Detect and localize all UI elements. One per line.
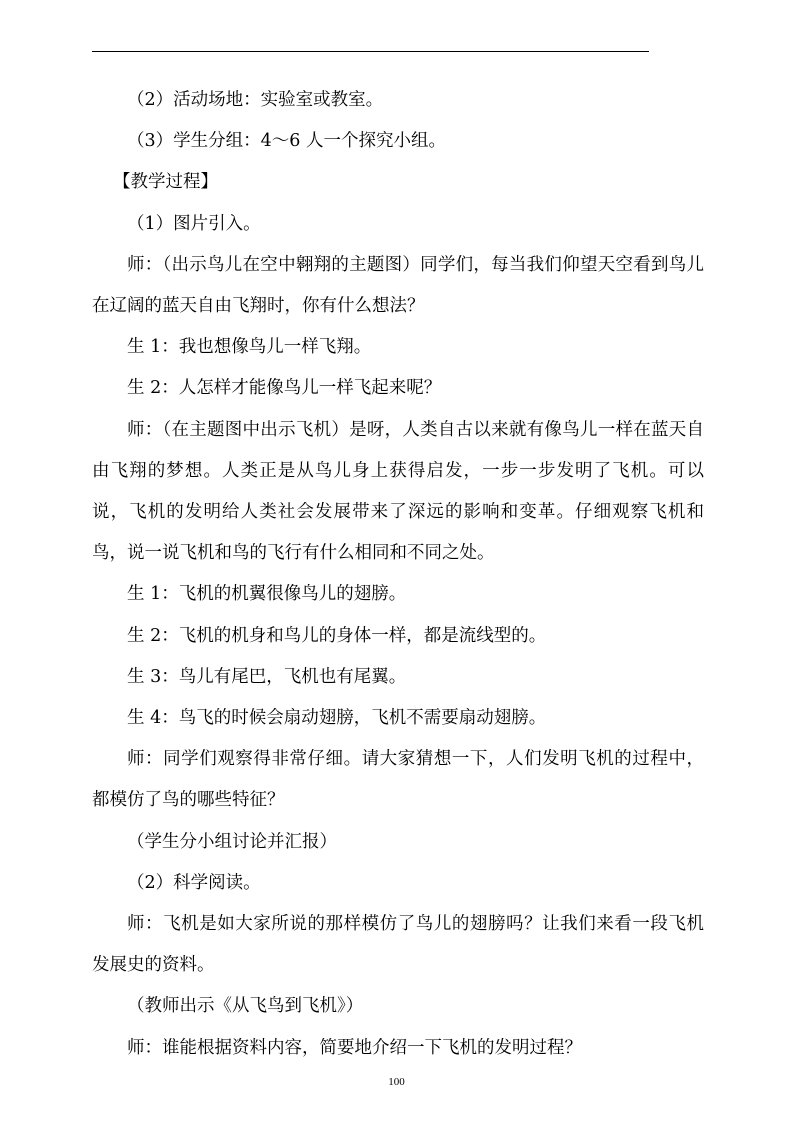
- paragraph: 师：（在主题图中出示飞机）是呀，人类自古以来就有像鸟儿一样在蓝天自由飞翔的梦想。人类正是从鸟儿身上获得启发，一步一步发明了飞机。可以说，飞机的发明给人类社会发展带来了深远的影响和变革。仔细观察飞机和鸟，说一说飞机和鸟的飞行有什么相同和不同之处。: [92, 419, 704, 564]
- paragraph: 生 2：人怎样才能像鸟儿一样飞起来呢？: [127, 378, 442, 399]
- paragraph: 师：谁能根据资料内容，简要地介绍一下飞机的发明过程？: [127, 1037, 582, 1058]
- paragraph: 生 1：飞机的机翼很像鸟儿的翅膀。: [127, 584, 407, 605]
- paragraph: （3）学生分组：4～6 人一个探究小组。: [127, 131, 446, 152]
- paragraph: （2）科学阅读。: [127, 872, 261, 893]
- paragraph: 生 3：鸟儿有尾巴，飞机也有尾翼。: [127, 666, 407, 687]
- paragraph: 生 2：飞机的机身和鸟儿的身体一样，都是流线型的。: [127, 625, 547, 646]
- paragraph: 师：飞机是如大家所说的那样模仿了鸟儿的翅膀吗？让我们来看一段飞机发展史的资料。: [92, 914, 704, 976]
- paragraph: 生 4：鸟飞的时候会扇动翅膀，飞机不需要扇动翅膀。: [127, 708, 547, 729]
- section-heading: 【教学过程】: [113, 172, 218, 193]
- header-rule: [92, 51, 649, 52]
- paragraph: （学生分小组讨论并汇报）: [127, 831, 337, 852]
- paragraph: 师：同学们观察得非常仔细。请大家猜想一下，人们发明飞机的过程中，都模仿了鸟的哪些特征？: [92, 749, 704, 811]
- paragraph: （2）活动场地：实验室或教室。: [127, 90, 384, 110]
- paragraph: （1）图片引入。: [127, 213, 261, 234]
- page-number: 100: [388, 1076, 405, 1088]
- paragraph: 师：（出示鸟儿在空中翱翔的主题图）同学们，每当我们仰望天空看到鸟儿在辽阔的蓝天自由飞翔时，你有什么想法？: [92, 254, 704, 317]
- paragraph: （教师出示《从飞鸟到飞机》）: [127, 996, 364, 1017]
- document-body: [92, 80, 704, 1069]
- paragraph: 生 1：我也想像鸟儿一样飞翔。: [127, 337, 372, 358]
